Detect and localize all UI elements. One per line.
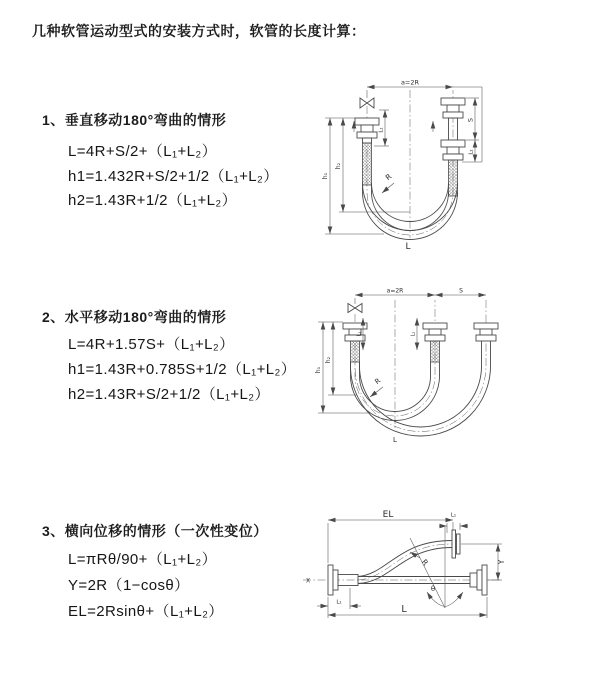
braided-hose-section <box>363 143 372 185</box>
axis-mark-label: X <box>305 577 311 585</box>
dim-h1-label: h₁ <box>315 366 322 374</box>
left-flange-connection <box>355 118 379 185</box>
section-2-heading: 2、水平移动180°弯曲的情形 <box>42 309 227 325</box>
length-label: L <box>393 436 397 444</box>
dim-l2-label: L₂ <box>410 331 417 337</box>
section-3-heading: 3、横向位移的情形（一次性变位） <box>42 523 268 539</box>
radius-label: R <box>373 376 383 387</box>
braided-hose-section <box>351 341 360 362</box>
left-flange-connection <box>343 323 367 362</box>
section-2-formula-h2: h2=1.43R+S/2+1/2（L₁+L₂） <box>68 386 270 403</box>
hose-centerline-moved <box>355 300 486 432</box>
dim-s-label: S <box>459 287 463 295</box>
section-2-formula-l: L=4R+1.57S+（L₁+L₂） <box>68 336 235 353</box>
valve-icon <box>348 304 362 313</box>
dim-s-label: S <box>466 117 475 123</box>
hose-u-bend <box>351 341 491 436</box>
hose-s-curve <box>358 541 452 584</box>
section-1-heading: 1、垂直移动180°弯曲的情形 <box>42 112 227 128</box>
dim-h2-label: h₂ <box>325 356 332 364</box>
middle-flange-connection <box>423 323 447 362</box>
section-3-formula-y: Y=2R（1−cosθ） <box>68 577 190 594</box>
dim-a-label: a=2R <box>400 78 420 87</box>
braided-hose-section <box>449 160 458 196</box>
section-3-formula-l: L=πRθ/90+（L₁+L₂） <box>68 551 217 568</box>
diagram-vertical-180-bend <box>312 76 492 254</box>
section-1-formula-h2: h2=1.43R+1/2（L₁+L₂） <box>68 192 238 209</box>
section-1-formula-h1: h1=1.432R+S/2+1/2（L₁+L₂） <box>68 168 279 185</box>
dim-h2-label: h₂ <box>335 162 342 170</box>
page-title: 几种软管运动型式的安装方式时，软管的长度计算： <box>32 23 366 39</box>
section-2-formula-h1: h1=1.43R+0.785S+1/2（L₁+L₂） <box>68 361 297 378</box>
diagram-horizontal-180-bend <box>315 288 505 448</box>
displaced-flange <box>452 530 460 558</box>
diagram-lateral-displacement <box>300 505 510 650</box>
length-label: L <box>405 242 411 252</box>
section-3-formula-el: EL=2Rsinθ+（L₁+L₂） <box>68 603 224 620</box>
dim-l1-label: L₁ <box>356 331 363 337</box>
radius-label: R <box>419 557 431 568</box>
dim-l2-label: L₂ <box>468 149 475 155</box>
dim-l1-label: L₁ <box>378 127 385 133</box>
theta-label: θ <box>430 585 436 593</box>
right-flange-connection-moved <box>474 323 498 341</box>
dim-l1-top-label: L₁ <box>450 512 457 519</box>
braided-hose-section <box>431 341 440 362</box>
dim-l1-bottom-label: L₁ <box>336 599 342 606</box>
section-1-formula-l: L=4R+S/2+（L₁+L₂） <box>68 143 218 160</box>
radius-label: R <box>383 171 394 183</box>
dim-a-label: a=2R <box>386 287 404 295</box>
dim-h1-label: h₁ <box>322 172 329 180</box>
right-flange-connection <box>441 98 465 196</box>
dim-y-label: Y <box>497 559 506 565</box>
dim-el-label: EL <box>382 510 394 520</box>
dim-l-label: L <box>401 604 407 615</box>
